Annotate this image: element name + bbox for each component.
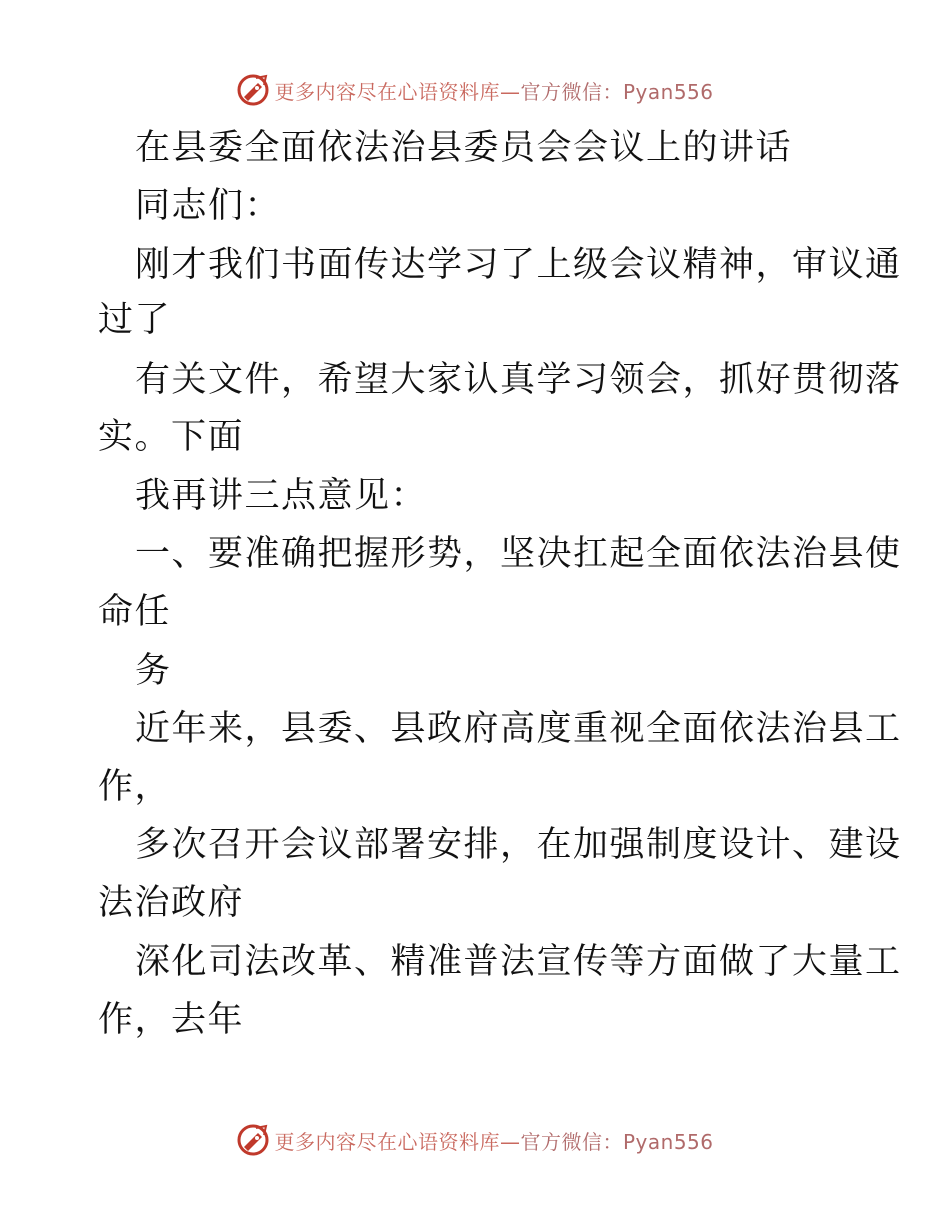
paragraph-line: 实。下面 (98, 417, 245, 457)
banner-wechat-label: 官方微信： (520, 1129, 623, 1154)
banner-dash: — (499, 79, 521, 104)
paragraph-line: 作， (98, 767, 172, 807)
banner-site-text: 更多内容尽在心语资料库 (274, 79, 500, 104)
paragraph-line: 有关文件，希望大家认真学习领会，抓好贯彻落 (135, 360, 902, 400)
section-heading-cont: 命任 (98, 592, 172, 632)
section-heading: 一、要准确把握形势，坚决扛起全面依法治县使 (135, 534, 902, 574)
pen-nib-logo-icon (236, 73, 270, 107)
banner-wechat-id: Pyan556 (622, 1129, 714, 1154)
paragraph-line: 作，去年 (98, 1000, 245, 1040)
paragraph-line: 我再讲三点意见： (135, 476, 428, 516)
pen-nib-logo-icon (236, 1123, 270, 1157)
banner-dash: — (499, 1129, 521, 1154)
footer-banner (0, 1120, 950, 1160)
section-heading-cont: 务 (135, 651, 172, 691)
document-title: 在县委全面依法治县委员会会议上的讲话 (135, 128, 793, 168)
paragraph-line: 多次召开会议部署安排，在加强制度设计、建设 (135, 825, 902, 865)
banner-site-text: 更多内容尽在心语资料库 (274, 1129, 500, 1154)
banner-wechat-label: 官方微信： (520, 79, 623, 104)
header-banner (0, 70, 950, 110)
paragraph-line: 深化司法改革、精准普法宣传等方面做了大量工 (135, 942, 902, 982)
paragraph-line: 法治政府 (98, 883, 245, 923)
paragraph-line: 过了 (98, 300, 172, 340)
salutation: 同志们： (135, 186, 282, 226)
paragraph-line: 刚才我们书面传达学习了上级会议精神，审议通 (135, 245, 902, 285)
banner-wechat-id: Pyan556 (622, 79, 714, 104)
paragraph-line: 近年来，县委、县政府高度重视全面依法治县工 (135, 709, 902, 749)
